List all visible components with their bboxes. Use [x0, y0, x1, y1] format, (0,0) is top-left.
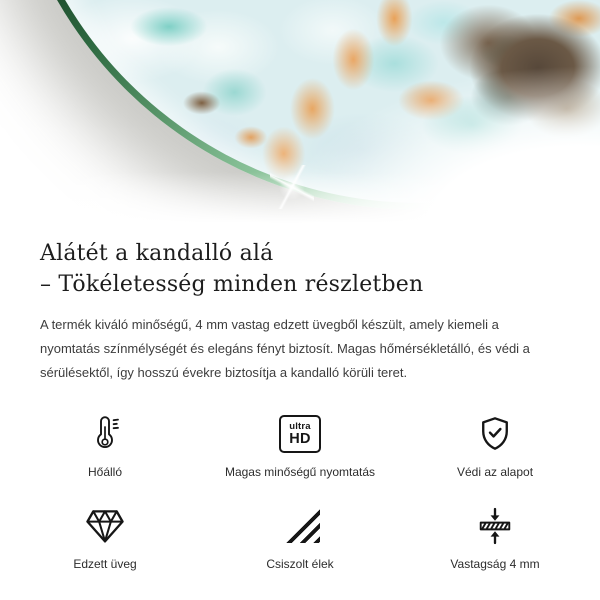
diamond-icon: [83, 503, 127, 549]
feature-label: Magas minőségű nyomtatás: [224, 465, 376, 479]
feature-heat-resistant: [30, 411, 180, 479]
page-title-line1: Alátét a kandalló alá: [40, 241, 274, 266]
feature-label: Edzett üveg: [73, 557, 137, 571]
ultra-hd-icon: [279, 411, 321, 457]
product-image: [0, 0, 600, 230]
content-section: [0, 230, 600, 385]
feature-label: Csiszolt élek: [266, 557, 334, 571]
ultra-hd-badge-top: ultra: [289, 420, 311, 432]
polished-edge-icon: [280, 503, 320, 549]
thermometer-icon: [90, 411, 120, 457]
feature-label: Vastagság 4 mm: [450, 557, 540, 571]
feature-thickness: [420, 503, 570, 571]
feature-label: Hőálló: [87, 465, 123, 479]
feature-label: Védi az alapot: [456, 465, 534, 479]
feature-print-quality: [180, 411, 420, 479]
feature-protects-base: [420, 411, 570, 479]
page-title-line2: – Tökéletesség minden részletben: [40, 272, 424, 297]
product-description-text: A termék kiváló minőségű, 4 mm vastag edzett üvegből készült, amely kiemeli a nyomtatás színmélységét és elegáns fényt biztosít. Magas hőmérsékletálló, és védi a sérülésektől, így hosszú évekre biztosítja a kandalló körüli teret.: [40, 317, 530, 380]
feature-tempered-glass: [30, 503, 180, 571]
ultra-hd-badge-bottom: HD: [289, 431, 311, 447]
page-title: [40, 238, 560, 300]
thickness-icon: [477, 503, 513, 549]
shield-check-icon: [478, 411, 512, 457]
sparkle-highlight-icon: [270, 165, 314, 209]
feature-grid: [0, 411, 600, 571]
feature-polished-edges: [180, 503, 420, 571]
